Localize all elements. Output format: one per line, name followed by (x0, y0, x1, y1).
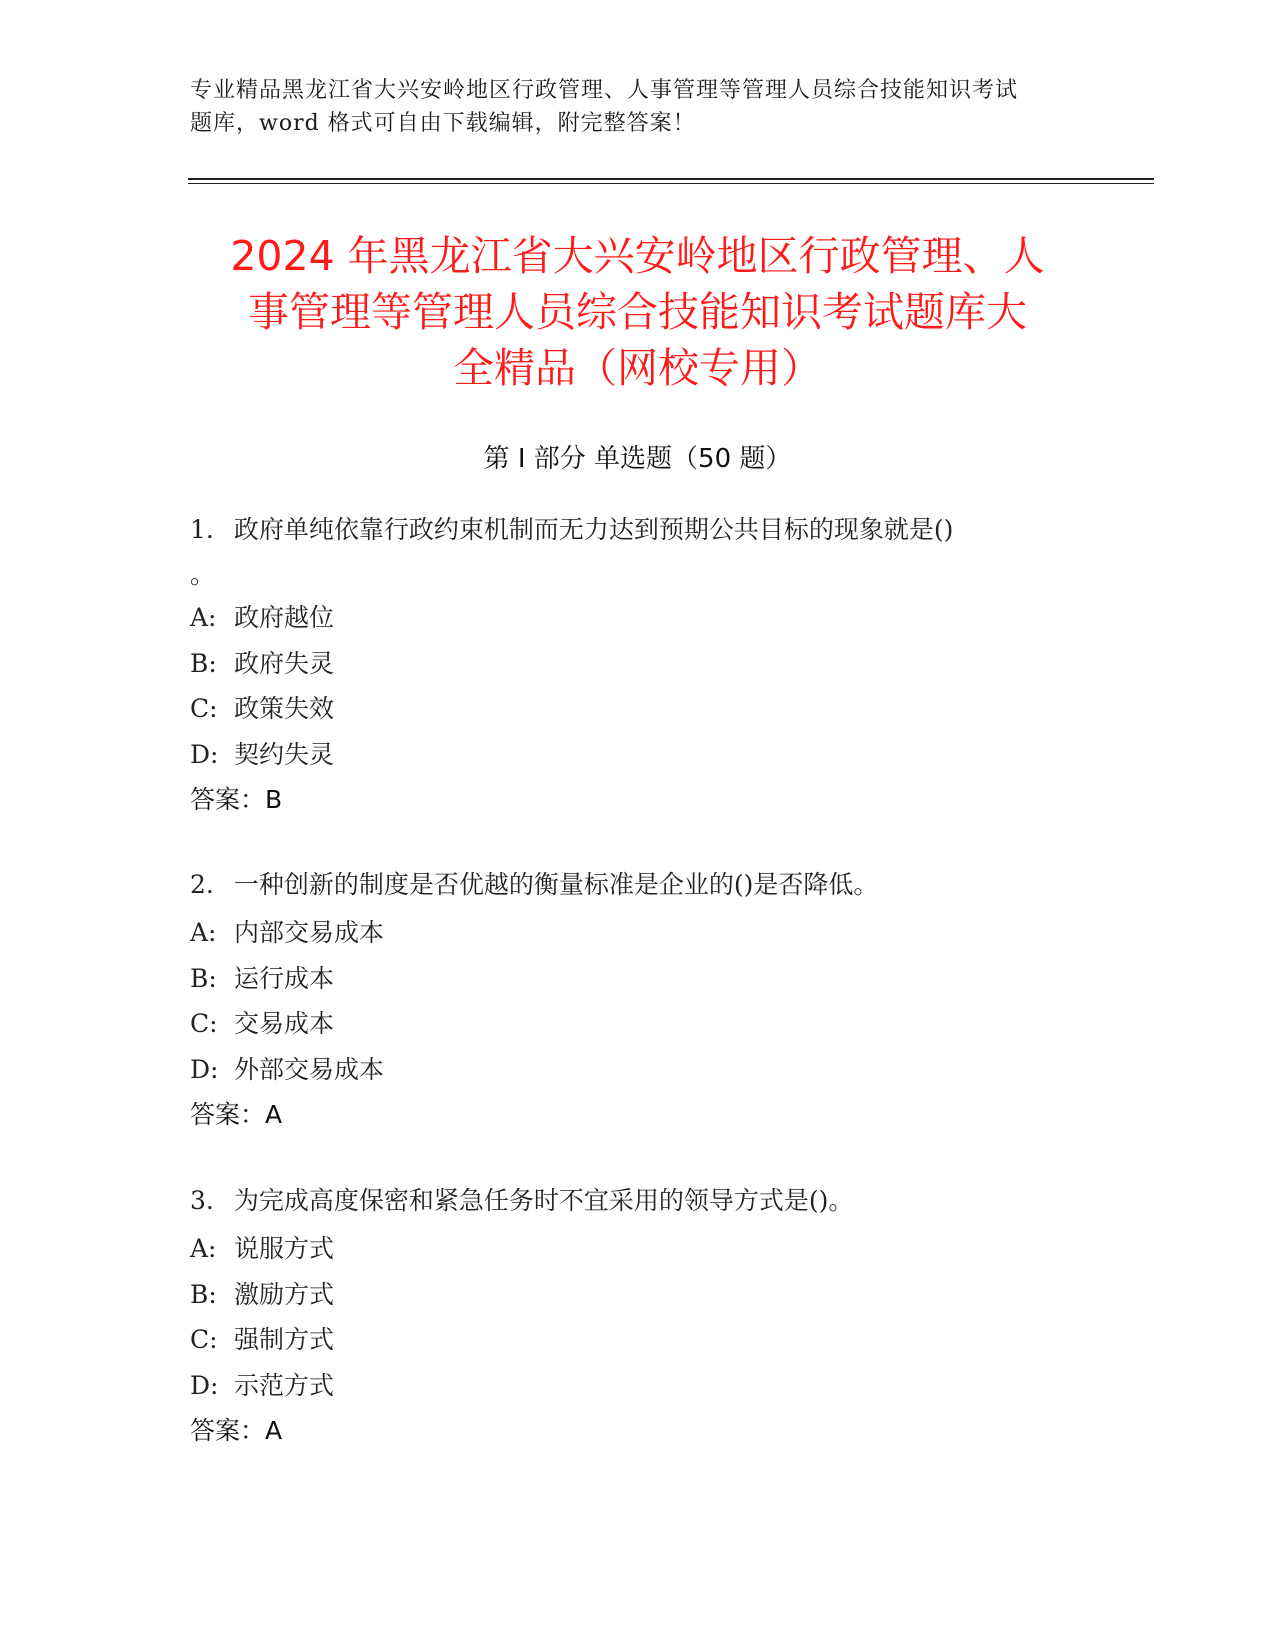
option-letter: B: (190, 963, 217, 993)
option-text: 契约失灵 (234, 739, 335, 769)
option-b (190, 1272, 1090, 1318)
question-stem (190, 860, 1090, 910)
option-text: 交易成本 (234, 1009, 335, 1038)
header-note (190, 74, 1090, 140)
header-note-line-1: 专业精品黑龙江省大兴安岭地区行政管理、人事管理等管理人员综合技能知识考试 (190, 78, 1019, 103)
option-a (190, 910, 1090, 956)
question-number: 2. (190, 870, 214, 899)
question-2 (190, 860, 1090, 1138)
option-a (190, 1226, 1090, 1272)
option-c (190, 686, 1090, 732)
question-stem-text: 为完成高度保密和紧急任务时不宜采用的领导方式是()。 (233, 1186, 854, 1215)
option-text: 运行成本 (234, 963, 335, 993)
option-text: 政府越位 (234, 603, 335, 632)
option-letter: A: (190, 918, 217, 947)
option-letter: A: (190, 1234, 217, 1263)
option-text: 外部交易成本 (234, 1054, 385, 1084)
option-d (190, 1047, 1090, 1093)
option-text: 政策失效 (234, 694, 335, 723)
option-text: 强制方式 (234, 1325, 335, 1354)
option-letter: A: (190, 603, 217, 632)
question-1 (190, 505, 1090, 823)
option-a (190, 595, 1090, 641)
option-text: 内部交易成本 (234, 918, 385, 947)
option-letter: C: (190, 694, 218, 723)
document-title-line-3: 全精品（网校专用） (453, 344, 822, 392)
answer: 答案：A (190, 1100, 283, 1129)
question-stem-text: 政府单纯依靠行政约束机制而无力达到预期公共目标的现象就是() (233, 515, 954, 544)
header-note-line-2: 题库，word 格式可自由下载编辑，附完整答案！ (190, 111, 696, 136)
question-stem-continuation: 。 (190, 560, 216, 589)
option-b (190, 956, 1090, 1002)
header-divider-thin (188, 183, 1154, 184)
document-title (160, 228, 1115, 396)
question-stem (190, 1176, 1090, 1226)
answer: 答案：A (190, 1416, 283, 1445)
answer: 答案：B (190, 785, 283, 814)
question-number: 1. (190, 515, 214, 544)
option-letter: D: (190, 1370, 219, 1400)
option-d (190, 1363, 1090, 1409)
option-text: 政府失灵 (234, 648, 335, 678)
option-c (190, 1317, 1090, 1363)
option-c (190, 1001, 1090, 1047)
option-text: 示范方式 (234, 1370, 335, 1400)
option-b (190, 641, 1090, 687)
document-title-line-2: 事管理等管理人员综合技能知识考试题库大 (248, 288, 1027, 336)
question-stem (190, 505, 1090, 555)
document-title-line-1: 2024 年黑龙江省大兴安岭地区行政管理、人 (230, 232, 1045, 280)
section-title: 第 I 部分 单选题（50 题） (483, 444, 792, 474)
option-letter: D: (190, 739, 219, 769)
option-text: 说服方式 (234, 1234, 335, 1263)
option-letter: B: (190, 1279, 217, 1309)
option-letter: D: (190, 1054, 219, 1084)
question-number: 3. (190, 1186, 214, 1215)
question-3 (190, 1176, 1090, 1454)
option-letter: C: (190, 1009, 218, 1038)
option-text: 激励方式 (234, 1279, 335, 1309)
question-stem-text: 一种创新的制度是否优越的衡量标准是企业的()是否降低。 (233, 870, 879, 899)
option-d (190, 732, 1090, 778)
option-letter: B: (190, 648, 217, 678)
header-divider-thick (188, 178, 1154, 180)
option-letter: C: (190, 1325, 218, 1354)
